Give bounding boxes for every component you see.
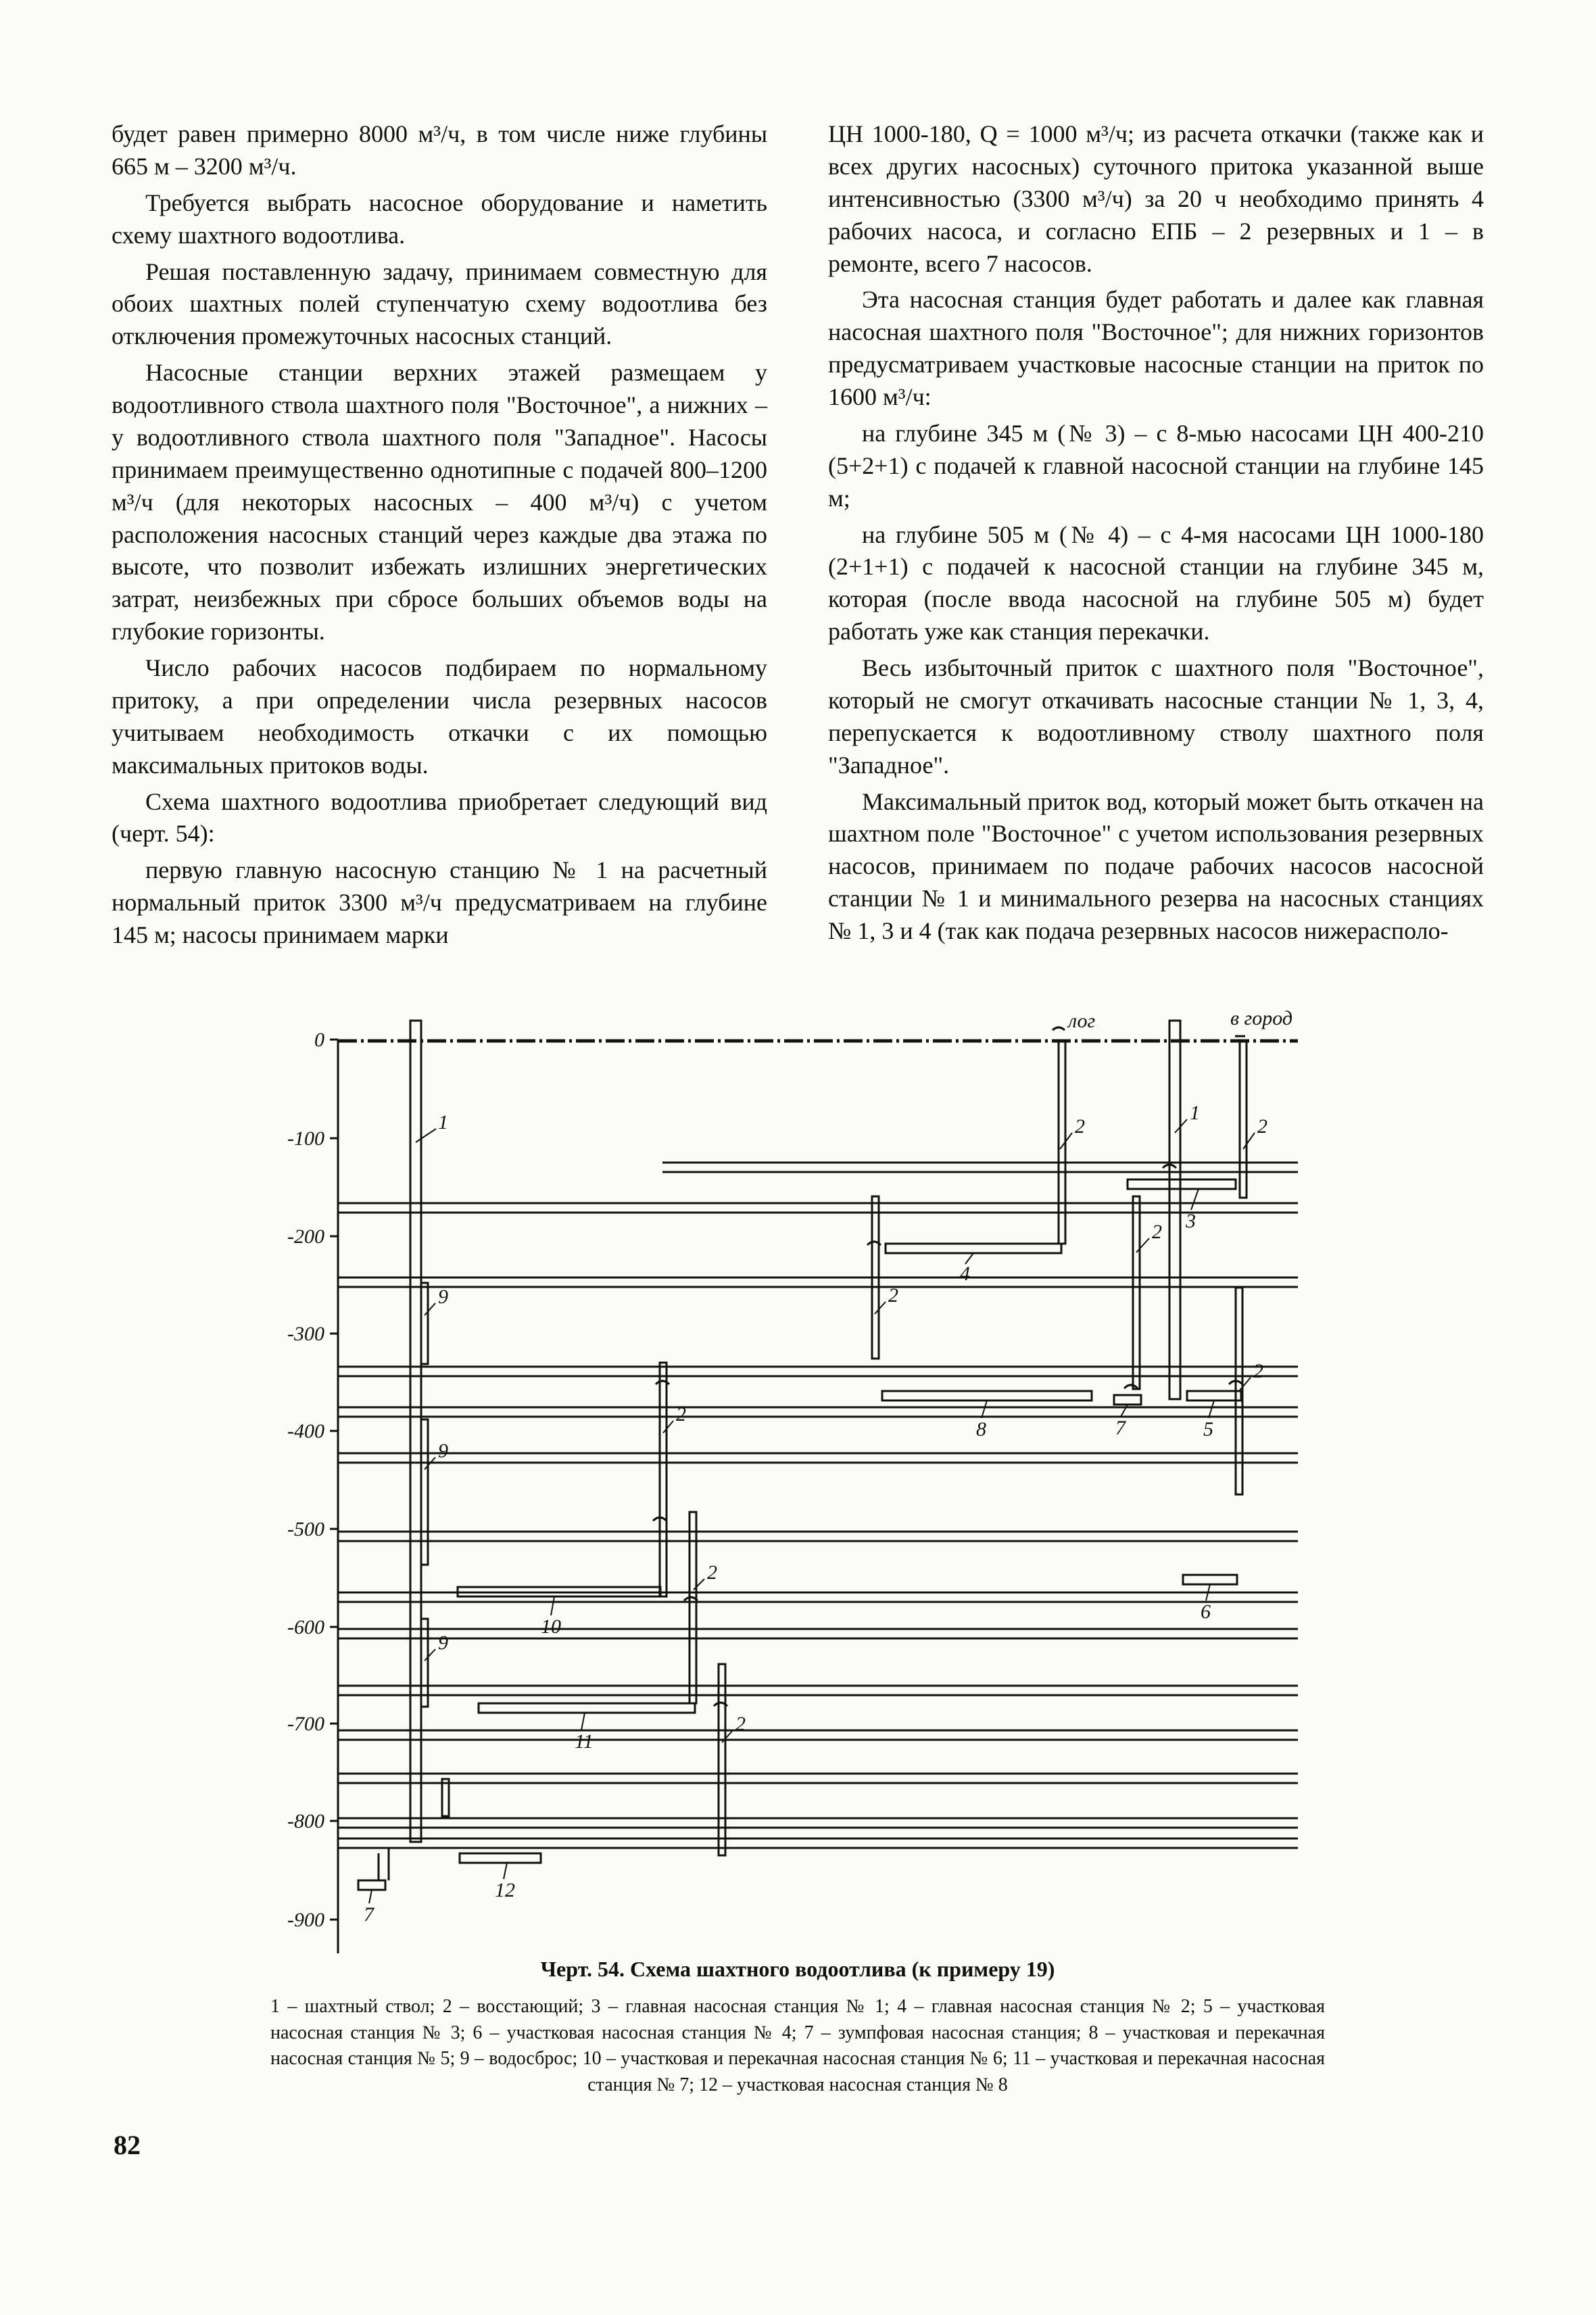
callout-riser: 2	[735, 1713, 746, 1735]
axis-label: -900	[287, 1909, 324, 1931]
paragraph: Число рабочих насосов подбираем по нормальному притоку, а при определении числа резервных насосов учитываем необходимость откачки с их помощью максимальных притоков воды.	[112, 654, 767, 779]
callout-station: 4	[960, 1263, 970, 1285]
callout-station: 10	[541, 1615, 561, 1638]
paragraph: Максимальный приток вод, который может быть откачен на шахтном поле "Восточное" с учетом использования резервных насосов, принимаем по подаче рабочих насосов насосной станции № 1 и минимального резерва на насосных станциях № 1, 3 и 4 (так как подача резервных насосов нижерасполо-	[828, 787, 1484, 944]
shaft-left	[410, 1021, 421, 1842]
figure-legend: 1 – шахтный ствол; 2 – восстающий; 3 – главная насосная станция № 1; 4 – главная насосная станция № 2; 5 – участковая насосная станция № 3; 6 – участковая насосная станция № 4; 7 – зумпфовая насосная станция; 8 – участковая и перекачная насосная станция № 5; 9 – водосброс; 10 – участковая и перекачная насосная станция № 6; 11 – участковая и перекачная насосная станция № 7; 12 – участковая насосная станция № 8	[270, 1996, 1325, 2095]
callout-shaft: 1	[1190, 1102, 1200, 1124]
paragraph: на глубине 345 м (№ 3) – с 8-мью насосами ЦН 400-210 (5+2+1) с подачей к главной насосной станции на глубине 145 м;	[828, 419, 1484, 512]
paragraph: будет равен примерно 8000 м³/ч, в том числе ниже глубины 665 м – 3200 м³/ч.	[112, 120, 767, 180]
callout-station: 5	[1203, 1418, 1213, 1440]
callout-riser: 2	[1152, 1221, 1162, 1243]
axis-label: -400	[287, 1420, 324, 1442]
page-number: 82	[114, 2130, 141, 2160]
callout-riser: 2	[1253, 1360, 1263, 1382]
shaft-right	[1169, 1021, 1180, 1399]
callout-station: 7	[1115, 1417, 1126, 1439]
paragraph: Весь избыточный приток с шахтного поля "Восточное", который не смогут откачивать насосные станции № 1, 3, 4, перепускается к водоотливному стволу шахтного поля "Западное".	[828, 654, 1484, 779]
axis-label: -200	[287, 1225, 324, 1248]
axis-label: -500	[287, 1518, 324, 1540]
paragraph: ЦН 1000-180, Q = 1000 м³/ч; из расчета откачки (также как и всех других насосных) суточного притока указанной выше интенсивностью (3300 м³/ч) за 20 ч необходимо принять 4 рабочих насоса, и согласно ЕПБ – 2 резервных и 1 – в ремонте, всего 7 насосов.	[828, 120, 1484, 277]
callout-riser: 2	[1075, 1115, 1085, 1138]
paragraph: на глубине 505 м (№ 4) – с 4-мя насосами ЦН 1000-180 (2+1+1) с подачей к насосной станции на глубине 345 м, которая (после ввода насосной на глубине 505 м) будет работать уже как станция перекачки.	[828, 520, 1484, 645]
callout-riser: 2	[676, 1403, 686, 1425]
callout-riser: 2	[1257, 1115, 1267, 1138]
callout-riser: 2	[707, 1561, 717, 1584]
paragraph: Требуется выбрать насосное оборудование и наметить схему шахтного водоотлива.	[112, 189, 767, 249]
axis-label: -700	[287, 1713, 324, 1735]
paragraph: Эта насосная станция будет работать и далее как главная насосная шахтного поля "Восточное"; для нижних горизонтов предусматриваем участковые насосные станции на приток по 1600 м³/ч:	[828, 286, 1484, 410]
callout-shaft: 1	[438, 1111, 448, 1134]
callout-station: 12	[495, 1879, 515, 1901]
left-text-column	[112, 118, 767, 956]
axis-label: -800	[287, 1810, 324, 1832]
water-drops	[421, 1283, 449, 1816]
log-label: лог	[1068, 1010, 1096, 1032]
paragraph: Насосные станции верхних этажей размещаем у водоотливного ствола шахтного поля "Восточное", а нижних – у водоотливного ствола шахтного поля "Западное". Насосы принимаем преимущественно однотипные с подачей 800–1200 м³/ч (для некоторых насосных – 400 м³/ч) с учетом расположения насосных станций через каждые два этажа по высоте, что позволит избежать излишних энергетических затрат, неизбежных при сбросе больших объемов воды на глубокие горизонты.	[112, 359, 767, 645]
axis-label: -100	[287, 1127, 324, 1150]
paragraph: Схема шахтного водоотлива приобретает следующий вид (черт. 54):	[112, 787, 767, 848]
callout-drop: 9	[438, 1440, 448, 1462]
mine-drainage-diagram	[270, 1000, 1338, 2048]
axis-label: -300	[287, 1323, 324, 1345]
horizons	[338, 1163, 1298, 1848]
right-text-column	[828, 118, 1484, 952]
callout-station: 3	[1186, 1210, 1196, 1232]
city-label: в город	[1230, 1007, 1293, 1029]
callout-riser: 2	[888, 1284, 898, 1307]
paragraph: Решая поставленную задачу, принимаем совместную для обоих шахтных полей ступенчатую схему водоотлива без отключения промежуточных насосных станций.	[112, 258, 767, 350]
callout-station: 7	[364, 1903, 374, 1926]
callout-station: 6	[1201, 1601, 1211, 1623]
figure-caption: Черт. 54. Схема шахтного водоотлива (к примеру 19)	[540, 1957, 1055, 1981]
callout-drop: 9	[438, 1632, 448, 1654]
callout-station: 11	[575, 1730, 594, 1753]
paragraph: первую главную насосную станцию № 1 на расчетный нормальный приток 3300 м³/ч предусматриваем на глубине 145 м; насосы принимаем марки	[112, 856, 767, 948]
axis-label: 0	[314, 1029, 324, 1051]
axis-label: -600	[287, 1616, 324, 1638]
callout-drop: 9	[438, 1286, 448, 1308]
callout-station: 8	[976, 1418, 986, 1440]
